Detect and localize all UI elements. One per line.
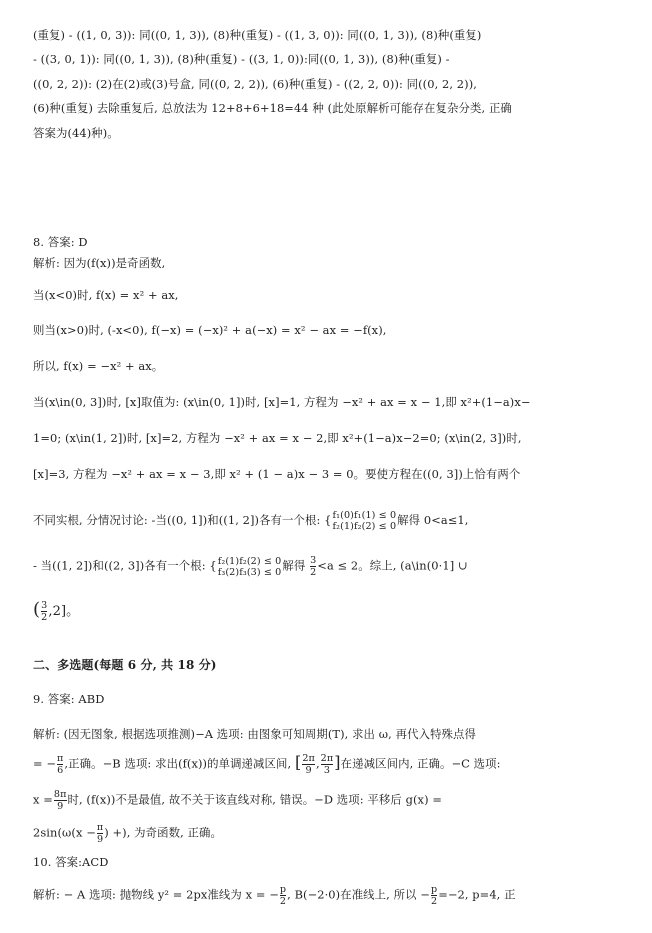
q10-l1-a: 解析: − A 选项: 抛物线 y² = 2px准线为 x = − xyxy=(33,887,279,902)
q10-analysis-1 xyxy=(33,884,516,907)
line15-mid: 解得 xyxy=(282,558,306,573)
q10-p2-den: 2 xyxy=(430,896,438,907)
q9-analysis-3 xyxy=(33,789,442,812)
text-line-l12: 1=0; (x\in(1, 2])时, [x]=2, 方程为 −x² + ax = x − 2,即 x²+(1−a)x−2=0; (x\in(2, 3])时, xyxy=(33,431,522,445)
text-line-l2: - ((3, 0, 1)): 同((0, 1, 3)), (8)种(重复) - ((3, 1, 0)):同((0, 1, 3)), (8)种(重复) - xyxy=(33,52,450,66)
q9-int-b-den: 3 xyxy=(323,765,331,776)
q9-analysis-2: = − $\frac{\pi}{6}$ ,正确。−B 选项: 求出(f(x))的单调递减区间, [ $\frac{2\pi}{9}$ , $\frac{2\pi}{3}$ ]在递减区间内, 正确。−C 选项: xyxy=(33,752,501,776)
line16-rest: ,2]。 xyxy=(48,604,80,619)
q9-l3-a: x = xyxy=(33,792,53,807)
analysis-line-union: ( $\frac{3}{2}$ ,2]。 xyxy=(33,599,80,623)
q9-analysis-4 xyxy=(33,822,222,845)
line14-before: 不同实根, 分情况讨论: -当((0, 1])和((1, 2])各有一个根: { xyxy=(33,513,332,527)
line15-half-den: 2 xyxy=(310,567,317,578)
analysis-line-case2 xyxy=(33,555,468,578)
q9-l3-den: 9 xyxy=(57,801,64,812)
q9-l3-num: 8π xyxy=(53,789,67,800)
text-line-l4: (6)种(重复) 去除重复后, 总放法为 12+8+6+18=44 种 (此处原解析可能存在复杂分类, 正确 xyxy=(33,101,512,115)
line16-num: 3 xyxy=(41,600,48,611)
q9-l2-a: = − xyxy=(33,756,57,771)
text-line-l5: 答案为(44)种)。 xyxy=(33,126,119,140)
q9-l3-b: 时, (f(x))不是最值, 故不关于该直线对称, 错误。−D 选项: 平移后 g(x) = xyxy=(67,792,442,807)
q10-l1-c: =−2, p=4, 正 xyxy=(438,887,516,902)
analysis-line-case1 xyxy=(33,510,468,532)
q9-l4-den: 9 xyxy=(96,834,104,845)
q9-l4-a: 2sin(ω(x − xyxy=(33,825,96,840)
text-line-l6: 8. 答案: D xyxy=(33,235,88,249)
q10-p-den: 2 xyxy=(279,896,287,907)
line15-before: - 当((1, 2])和((2, 3])各有一个根: { xyxy=(33,558,217,573)
line16-den: 2 xyxy=(41,612,48,623)
q9-answer: 9. 答案: ABD xyxy=(33,692,105,706)
text-line-l13: [x]=3, 方程为 −x² + ax = x − 3,即 x² + (1 − a)x − 3 = 0。要使方程在((0, 3])上恰有两个 xyxy=(33,467,521,481)
q9-int-a-den: 9 xyxy=(305,765,312,776)
q10-l1-b: , B(−2·0)在准线上, 所以 − xyxy=(287,887,430,902)
q9-int-b-num: 2π xyxy=(320,753,334,764)
q10-p-num: p xyxy=(279,884,287,895)
line14-cond-top: f₁(0)f₁(1) ≤ 0 xyxy=(332,510,397,521)
q9-l2-c: 在递减区间内, 正确。−C 选项: xyxy=(340,756,501,771)
q10-p2-num: p xyxy=(430,884,438,895)
q10-answer: 10. 答案:ACD xyxy=(33,855,109,869)
line15-cond-bottom: f₃(2)f₃(3) ≤ 0 xyxy=(217,566,282,578)
q9-analysis-1: 解析: (因无图象, 根据选项推测)−A 选项: 由图象可知周期(T), 求出 ω, 再代入特殊点得 xyxy=(33,727,477,741)
q9-l2-num: π xyxy=(57,753,64,764)
line15-half-num: 3 xyxy=(310,555,317,566)
line14-cond-bottom: f₂(1)f₂(2) ≤ 0 xyxy=(332,521,397,532)
text-line-l3: ((0, 2, 2)): (2)在(2)或(3)号盒, 同((0, 2, 2)), (6)种(重复) - ((2, 2, 0)): 同((0, 2, 2)), xyxy=(33,77,477,91)
q9-l4-b: ) +), 为奇函数, 正确。 xyxy=(104,825,223,840)
text-line-l10: 所以, f(x) = −x² + ax。 xyxy=(33,359,164,373)
text-line-l8: 当(x<0)时, f(x) = x² + ax, xyxy=(33,288,179,302)
text-line-l11: 当(x\in(0, 3])时, [x]取值为: (x\in(0, 1])时, [x]=1, 方程为 −x² + ax = x − 1,即 x²+(1−a)x− xyxy=(33,395,531,409)
line15-after: <a ≤ 2。综上, (a\in(0·1] ∪ xyxy=(317,558,468,573)
line14-after: 解得 0<a≤1, xyxy=(397,513,469,527)
section-title: 二、多选题(每题 6 分, 共 18 分) xyxy=(33,658,217,672)
line15-cond-top: f₂(1)f₂(2) ≤ 0 xyxy=(217,555,282,567)
q9-l4-num: π xyxy=(96,822,104,833)
q9-l2-den: 6 xyxy=(57,765,64,776)
text-line-l1: (重复) - ((1, 0, 3)): 同((0, 1, 3)), (8)种(重复) - ((1, 3, 0)): 同((0, 1, 3)), (8)种(重复) xyxy=(33,28,482,42)
text-line-l7: 解析: 因为(f(x))是奇函数, xyxy=(33,256,166,270)
text-line-l9: 则当(x>0)时, (-x<0), f(−x) = (−x)² + a(−x) = x² − ax = −f(x), xyxy=(33,323,387,337)
q9-l2-b: ,正确。−B 选项: 求出(f(x))的单调递减区间, xyxy=(64,756,292,771)
q9-int-a-num: 2π xyxy=(302,753,315,764)
